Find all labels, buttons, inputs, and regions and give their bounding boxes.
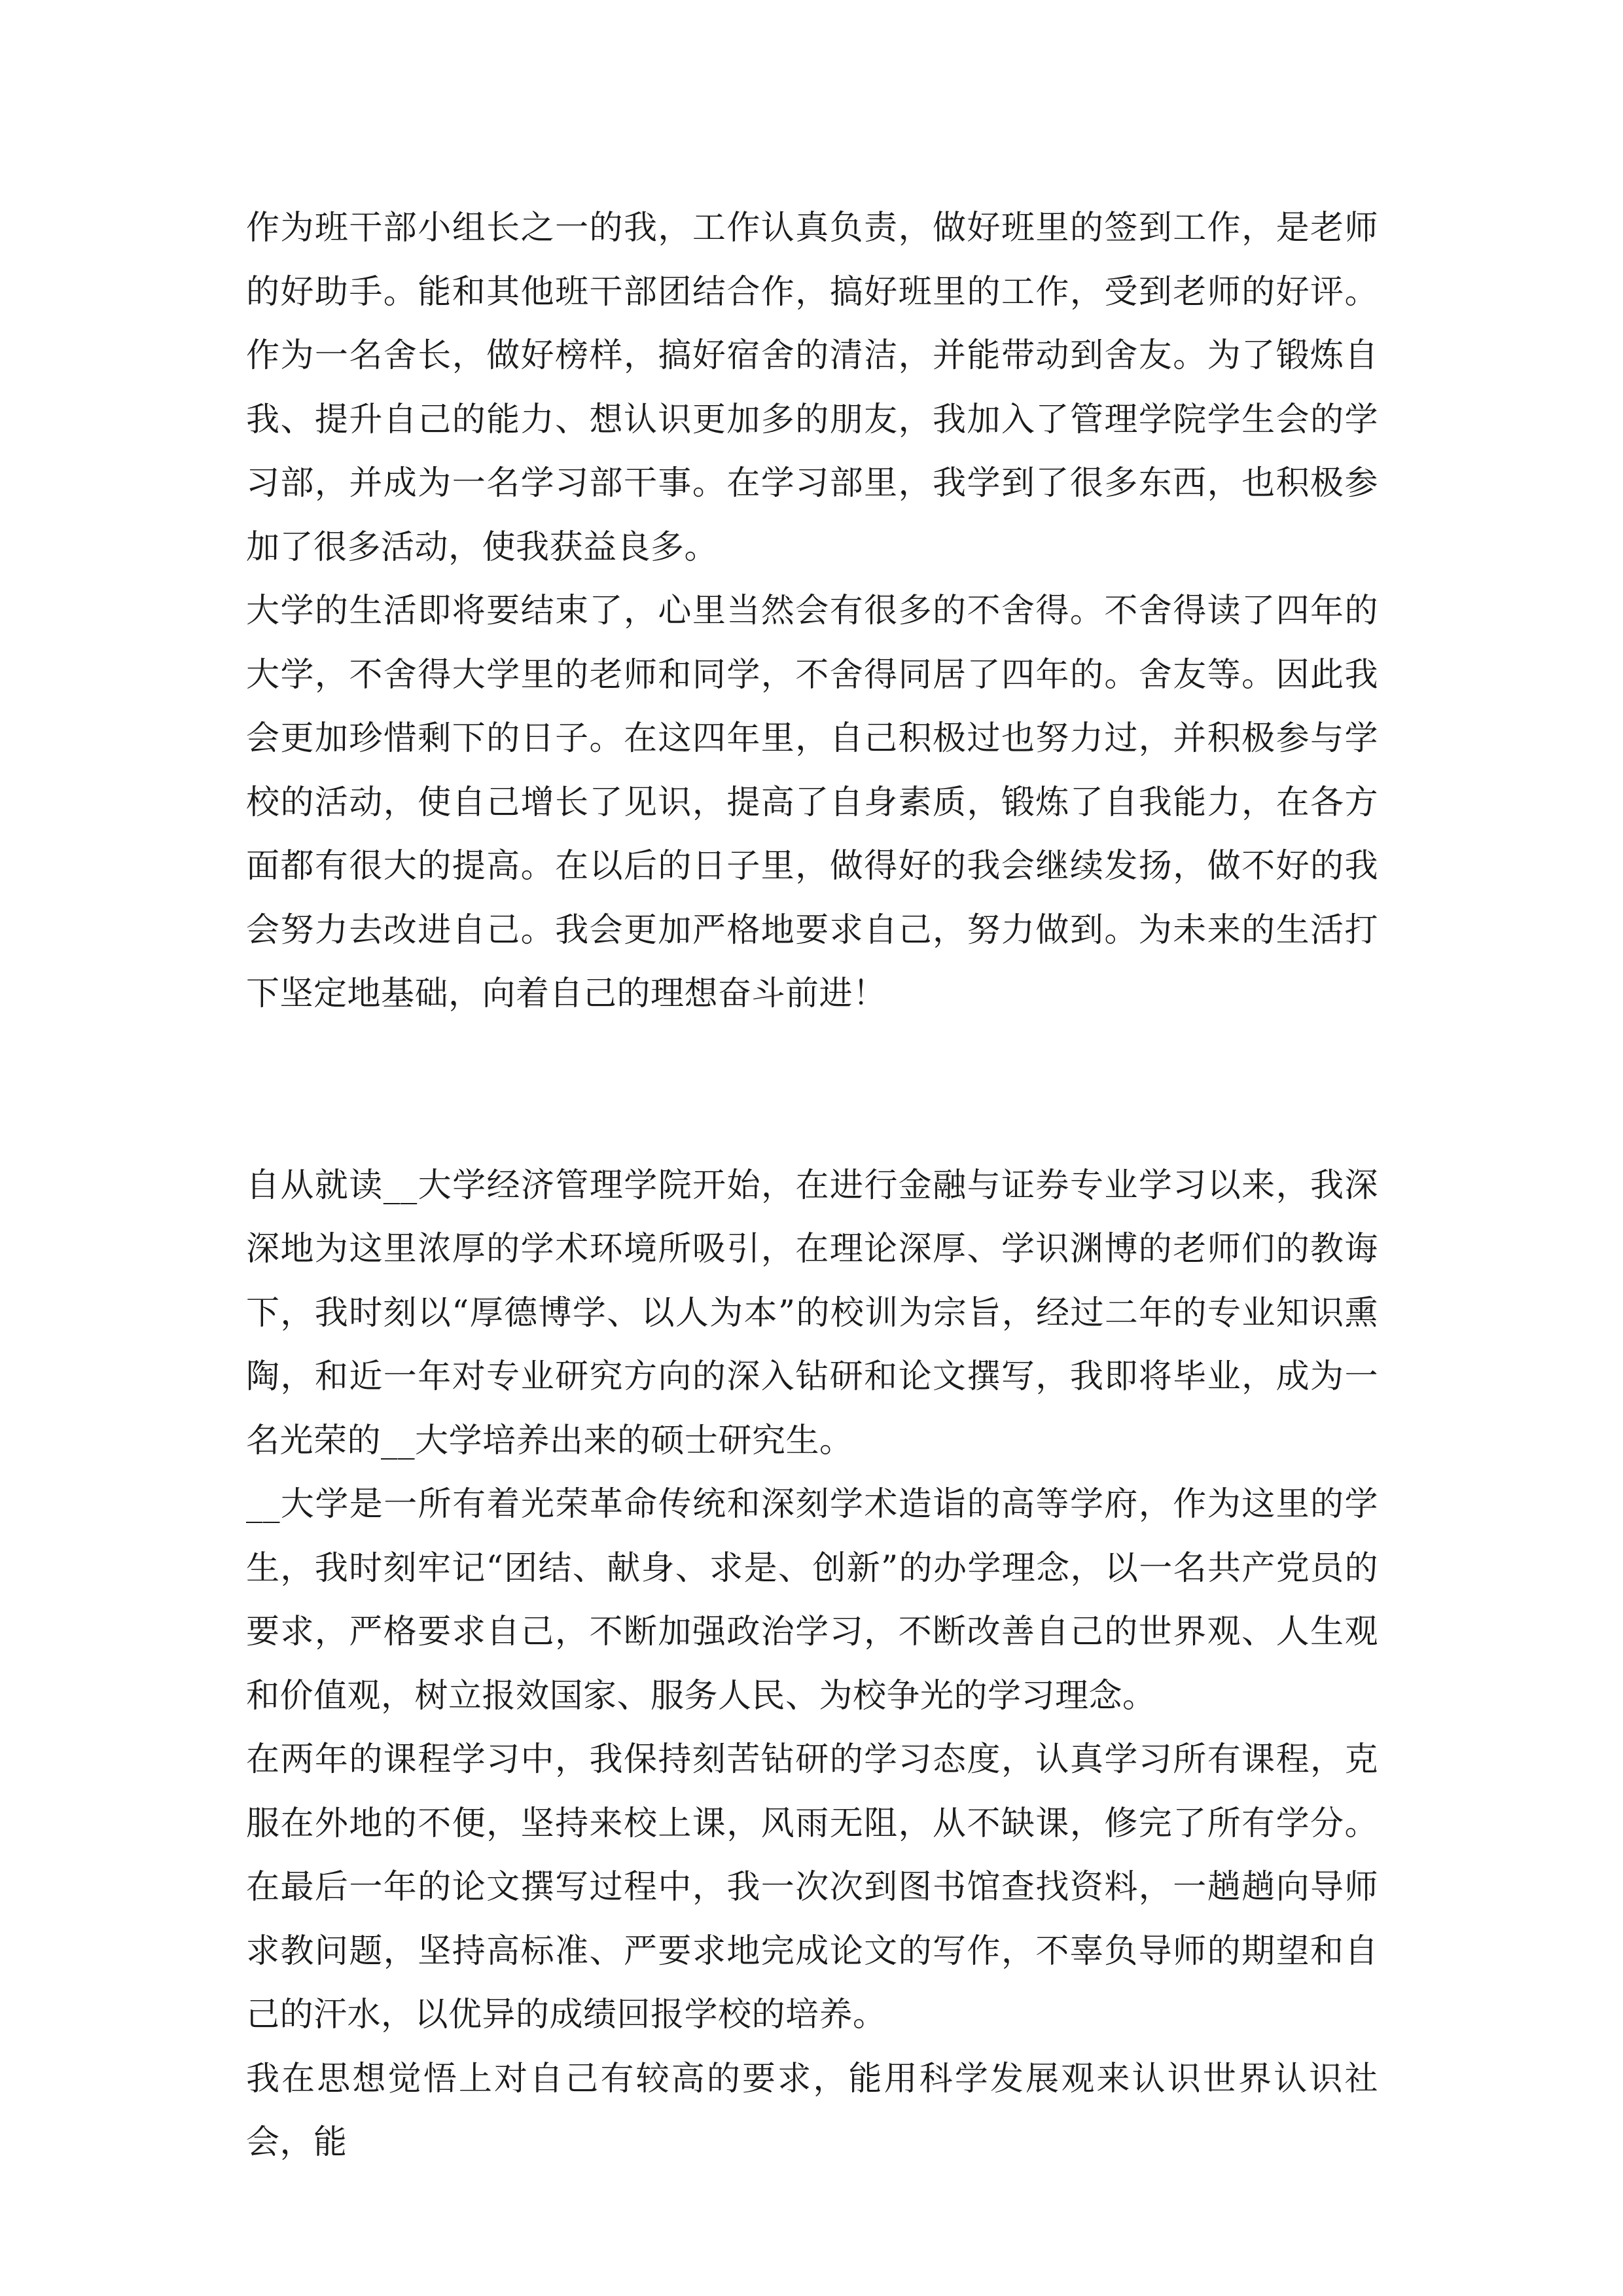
paragraph-graduate-study: 自从就读__大学经济管理学院开始，在进行金融与证券专业学习以来，我深深地为这里浓厚的学术环境所吸引，在理论深厚、学识渊博的老师们的教诲下，我时刻以“厚德博学、以人为本”的校训为宗旨，经过二年的专业知识熏陶，和近一年对专业研究方向的深入钻研和论文撰写，我即将毕业，成为一名光荣的__大学培养出来的硕士研究生。 [246, 1166, 1378, 1460]
paragraph-university-farewell: 大学的生活即将要结束了，心里当然会有很多的不舍得。不舍得读了四年的大学，不舍得大学里的老师和同学，不舍得同居了四年的。舍友等。因此我会更加珍惜剩下的日子。在这四年里，自己积极过也努力过，并积极参与学校的活动，使自己增长了见识，提高了自身素质，锻炼了自我能力，在各方面都有很大的提高。在以后的日子里，做得好的我会继续发扬，做不好的我会努力去改进自己。我会更加严格地要求自己，努力做到。为未来的生活打下坚定地基础，向着自己的理想奋斗前进！ [246, 592, 1378, 1013]
document-body [246, 196, 1378, 2175]
paragraph-class-leader: 作为班干部小组长之一的我，工作认真负责，做好班里的签到工作，是老师的好助手。能和其他班干部团结合作，搞好班里的工作，受到老师的好评。作为一名舍长，做好榜样，搞好宿舍的清洁，并能带动到舍友。为了锻炼自我、提升自己的能力、想认识更加多的朋友，我加入了管理学院学生会的学习部，并成为一名学习部干事。在学习部里，我学到了很多东西，也积极参加了很多活动，使我获益良多。 [246, 209, 1378, 567]
paragraph-university-ideals: __大学是一所有着光荣革命传统和深刻学术造诣的高等学府，作为这里的学生，我时刻牢记“团结、献身、求是、创新”的办学理念，以一名共产党员的要求，严格要求自己，不断加强政治学习，不断改善自己的世界观、人生观和价值观，树立报效国家、服务人民、为校争光的学习理念。 [246, 1485, 1378, 1715]
section-divider-space [246, 1026, 1378, 1154]
paragraph-coursework: 在两年的课程学习中，我保持刻苦钻研的学习态度，认真学习所有课程，克服在外地的不便，坚持来校上课，风雨无阻，从不缺课，修完了所有学分。在最后一年的论文撰写过程中，我一次次到图书馆查找资料，一趟趟向导师求教问题，坚持高标准、严要求地完成论文的写作，不辜负导师的期望和自己的汗水，以优异的成绩回报学校的培养。 [246, 1740, 1378, 2034]
paragraph-ideology: 我在思想觉悟上对自己有较高的要求，能用科学发展观来认识世界认识社会，能 [246, 2059, 1378, 2162]
